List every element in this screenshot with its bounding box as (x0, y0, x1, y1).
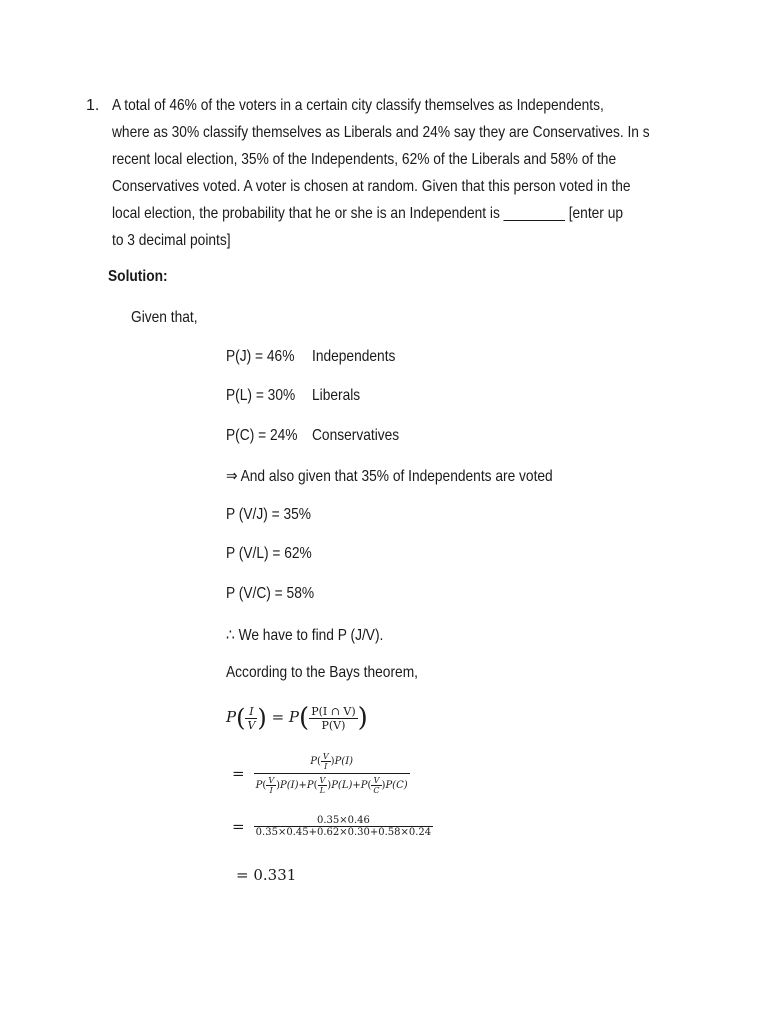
bayes-expanded-formula: = P( $\frac{V}{I}$ )P(I) P( $\frac{V}{I}$ )P(I)+P( $\frac{V}{L}$ )P(L)+P( $\frac{V}{C}$ )P(C) (232, 752, 408, 795)
conditional-line: P (V/L) = 62% (226, 545, 312, 562)
question-line: where as 30% classify themselves as Liberals and 24% say they are Conservatives. In s (112, 124, 650, 141)
question-line: A total of 46% of the voters in a certain city classify themselves as Independents, (112, 97, 604, 114)
prior-expr: P(C) = 24% (226, 427, 298, 444)
given-intro: Given that, (131, 309, 198, 326)
question-line: to 3 decimal points] (112, 232, 231, 249)
also-given-line: ⇒ And also given that 35% of Independents are voted (226, 468, 553, 485)
to-find-line: ∴ We have to find P (J/V). (226, 627, 384, 644)
question-text (112, 92, 650, 254)
substitution-denominator: 0.35×0.45+0.62×0.30+0.58×0.24 (255, 827, 432, 838)
theorem-intro: According to the Bays theorem, (226, 664, 418, 681)
conditional-line: P (V/J) = 35% (226, 506, 312, 523)
substitution-numerator: 0.35×0.46 (316, 815, 370, 826)
final-result: = 0.331 (236, 866, 297, 884)
question-line: Conservatives voted. A voter is chosen at random. Given that this person voted in the (112, 178, 631, 195)
numeric-substitution: = $\frac{0.35\times 0.46}{0.35\times 0.45+0.62\times 0.30+0.58\times 0.24}$ (232, 815, 432, 838)
prior-label: Independents (312, 348, 396, 365)
question-line: recent local election, 35% of the Independents, 62% of the Liberals and 58% of the (112, 151, 617, 168)
question-number: 1. (86, 97, 100, 114)
prior-label: Conservatives (312, 427, 400, 444)
conditional-line: P (V/C) = 58% (226, 585, 315, 602)
prior-label: Liberals (312, 387, 361, 404)
prior-expr: P(J) = 46% (226, 348, 295, 365)
question-line: local election, the probability that he or she is an Independent is ________ [enter up (112, 205, 624, 222)
solution-heading: Solution: (108, 268, 168, 285)
bayes-formula: P( $\frac{I}{V}$ ) = P( $\frac{P(I \cap V)}{P(V)}$ ) (226, 703, 368, 733)
prior-expr: P(L) = 30% (226, 387, 296, 404)
